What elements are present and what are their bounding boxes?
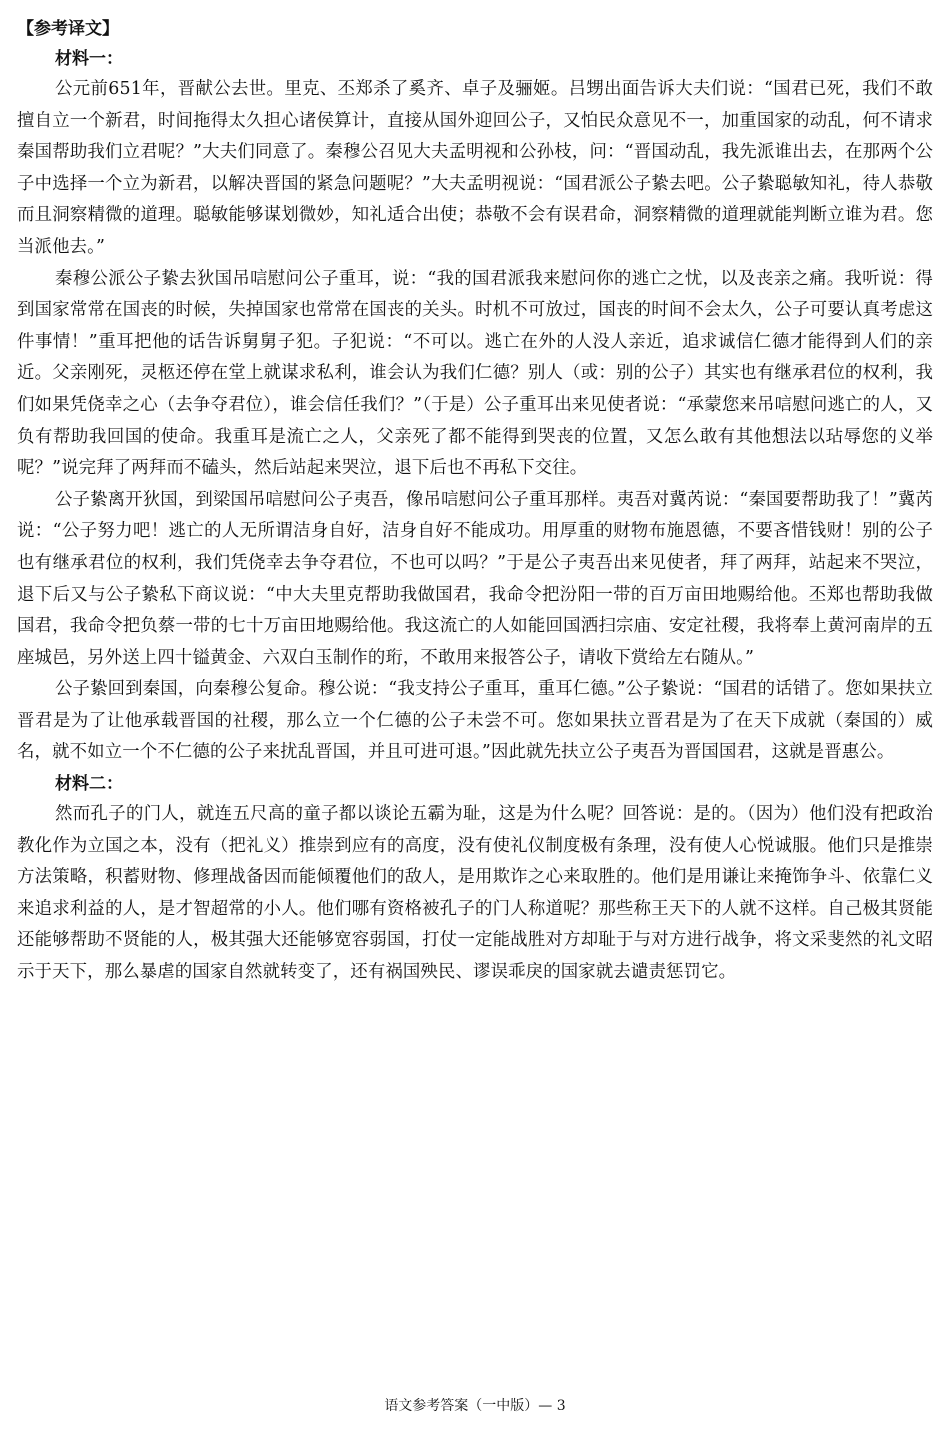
page-footer: 语文参考答案（一中版）— 3: [384, 1398, 566, 1414]
material-two-paragraph-1: 然而孔子的门人，就连五尺高的童子都以谈论五霸为耻，这是为什么呢？回答说：是的。（因为）他们没有把政治教化作为立国之本，没有（把礼义）推崇到应有的高度，没有使礼仪制度极有条理，没有使人心悦诚服。他们只是推崇方法策略，积蓄财物、修理战备因而能倾覆他们的敌人，是用欺诈之心来取胜的。他们是用谦让来掩饰争斗、依靠仁义来追求利益的人，是才智超常的小人。他们哪有资格被孔子的门人称道呢？那些称王天下的人就不这样。自己极其贤能还能够帮助不贤能的人，极其强大还能够宽容弱国，打仗一定能战胜对方却耻于与对方进行战争，将文采斐然的礼文昭示于天下，那么暴虐的国家自然就转变了，还有祸国殃民、谬误乖戾的国家就去谴责惩罚它。: [17, 804, 933, 983]
material-two-title: 材料二：: [55, 774, 123, 795]
material-one-title: 材料一：: [55, 49, 123, 69]
answer-page: [17, 14, 933, 989]
reference-translation-heading: 【参考译文】: [17, 19, 119, 39]
material-one-paragraph-1: 公元前651年，晋献公去世。里克、丕郑杀了奚齐、卓子及骊姬。吕甥出面告诉大夫们说：“国君已死，我们不敢擅自立一个新君，时间拖得太久担心诸侯算计，直接从国外迎回公子，又怕民众意见不一，加重国家的动乱，何不请求秦国帮助我们立君呢？”大夫们同意了。秦穆公召见大夫孟明视和公孙枝，问：“晋国动乱，我先派谁出去，在那两个公子中选择一个立为新君，以解决晋国的紧急问题呢？”大夫孟明视说：“国君派公子絷去吧。公子絷聪敏知礼，待人恭敬而且洞察精微的道理。聪敏能够谋划微妙，知礼适合出使；恭敬不会有误君命，洞察精微的道理就能判断立谁为君。您当派他去。”: [17, 79, 933, 257]
material-one-paragraph-3: 公子絷离开狄国，到梁国吊唁慰问公子夷吾，像吊唁慰问公子重耳那样。夷吾对冀芮说：“秦国要帮助我了！”冀芮说：“公子努力吧！逃亡的人无所谓洁身自好，洁身自好不能成功。用厚重的财物布施恩德，不要吝惜钱财！别的公子也有继承君位的权利，我们凭侥幸去争夺君位，不也可以吗？”于是公子夷吾出来见使者，拜了两拜，站起来不哭泣，退下后又与公子絷私下商议说：“中大夫里克帮助我做国君，我命令把汾阳一带的百万亩田地赐给他。丕郑也帮助我做国君，我命令把负蔡一带的七十万亩田地赐给他。我这流亡的人如能回国洒扫宗庙、安定社稷，我将奉上黄河南岸的五座城邑，另外送上四十镒黄金、六双白玉制作的珩，不敢用来报答公子，请收下赏给左右随从。”: [17, 489, 933, 668]
material-one-paragraph-2: 秦穆公派公子絷去狄国吊唁慰问公子重耳，说：“我的国君派我来慰问你的逃亡之忧，以及丧亲之痛。我听说：得到国家常常在国丧的时候，失掉国家也常常在国丧的关头。时机不可放过，国丧的时间不会太久，公子可要认真考虑这件事情！”重耳把他的话告诉舅舅子犯。子犯说：“不可以。逃亡在外的人没人亲近，追求诚信仁德才能得到人们的亲近。父亲刚死，灵柩还停在堂上就谋求私利，谁会认为我们仁德？别人（或：别的公子）其实也有继承君位的权利，我们如果凭侥幸之心（去争夺君位），谁会信任我们？”（于是）公子重耳出来见使者说：“承蒙您来吊唁慰问逃亡的人，又负有帮助我回国的使命。我重耳是流亡之人，父亲死了都不能得到哭丧的位置，又怎么敢有其他想法以玷辱您的义举呢？”说完拜了两拜而不磕头，然后站起来哭泣，退下后也不再私下交往。: [17, 268, 933, 479]
material-one-paragraph-4: 公子絷回到秦国，向秦穆公复命。穆公说：“我支持公子重耳，重耳仁德。”公子絷说：“国君的话错了。您如果扶立晋君是为了让他承载晋国的社稷，那么立一个仁德的公子未尝不可。您如果扶立晋君是为了在天下成就（秦国的）威名，就不如立一个不仁德的公子来扰乱晋国，并且可进可退。”因此就先扶立公子夷吾为晋国国君，这就是晋惠公。: [17, 679, 933, 763]
